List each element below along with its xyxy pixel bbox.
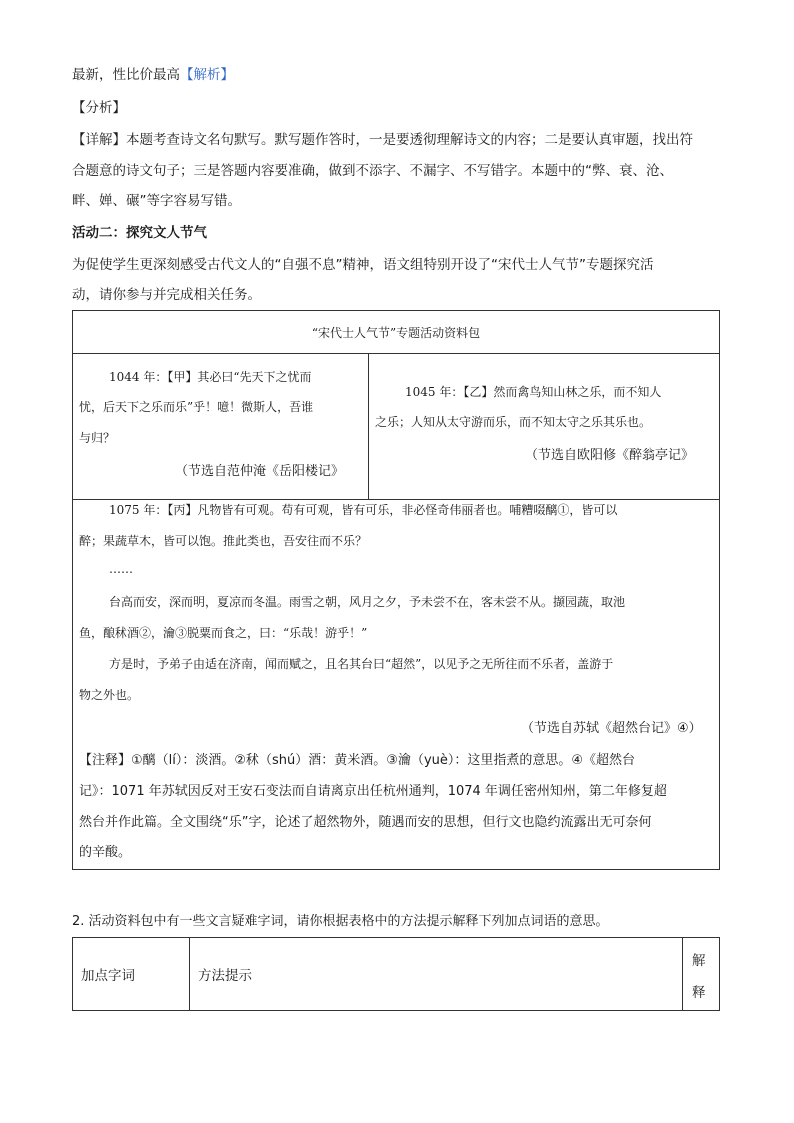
intro-line-1: 为促使学生更深刻感受古代文人的“自强不息”精神，语文组特别开设了“宋代士人气节”专题探究活 <box>72 257 654 273</box>
table-header-method: 方法提示 <box>190 938 683 1010</box>
bing-line-5: 方是时，予弟子由适在济南，闻而赋之，且名其台曰“超然”，以见予之无所往而不乐者，盖游于 <box>109 657 614 671</box>
yi-line-2: 之乐；人知从太守游而乐，而不知太守之乐其乐也。 <box>375 415 652 429</box>
jia-line-2: 忧，后天下之乐而乐”乎！噫！微斯人，吾谁 <box>79 400 314 414</box>
bing-line-6: 物之外也。 <box>79 688 140 702</box>
detail-line-1 <box>72 130 693 150</box>
table-header-word: 加点字词 <box>73 938 190 1010</box>
header-text: 最新，性比价最高 <box>72 67 180 83</box>
bing-line-1: 1075 年：【丙】凡物皆有可观。苟有可观，皆有可乐，非必怪奇伟丽者也。哺糟啜醨①，皆可以 <box>109 503 618 517</box>
detail-line-3: 畔、婵、碾”等字容易写错。 <box>72 193 241 209</box>
table-header-explain: 解 释 <box>692 953 706 1001</box>
detail-text-1: 本题考查诗文名句默写。默写题作答时，一是要透彻理解诗文的内容；二是要认真审题，找出符 <box>126 132 693 148</box>
material-pack-title: “宋代士人气节”专题活动资料包 <box>73 311 719 354</box>
notes-line-4: 的辛酸。 <box>79 845 132 860</box>
analysis-link[interactable]: 【解析】 <box>180 67 234 83</box>
bing-ellipsis: …… <box>109 562 133 576</box>
yi-line-1: 1045 年：【乙】然而禽鸟知山林之乐，而不知人 <box>405 385 662 399</box>
jia-line-3: 与归？ <box>79 431 116 445</box>
bing-line-3: 台高而安，深而明，夏凉而冬温。雨雪之朝，风月之夕，予未尝不在，客未尝不从。撷园蔬，取池 <box>109 595 626 609</box>
jia-line-1: 1044 年：【甲】其必曰“先天下之忧而 <box>109 370 312 384</box>
intro-line-2: 动，请你参与并完成相关任务。 <box>72 287 261 303</box>
question-table <box>72 937 720 1011</box>
notes-line-3: 然台并作此篇。全文围绕“乐”字，论述了超然物外，随遇而安的思想，但行文也隐约流露出无可奈何 <box>79 815 652 830</box>
material-pack-box <box>72 310 720 870</box>
answer-header-line <box>72 65 234 85</box>
question-text: 2. 活动资料包中有一些文言疑难字词，请你根据表格中的方法提示解释下列加点词语的意思。 <box>72 914 609 929</box>
jia-source: （节选自范仲淹《岳阳楼记》 <box>175 464 345 479</box>
detail-label: 【详解】 <box>72 132 126 148</box>
excerpt-jia-cell <box>73 353 369 500</box>
notes-line-2: 记》：1071 年苏轼因反对王安石变法而自请离京出任杭州通判，1074 年调任密州知州，第二年修复超 <box>79 784 667 799</box>
bing-source: （节选自苏轼《超然台记》④） <box>521 721 702 736</box>
analysis-label: 【分析】 <box>72 100 126 116</box>
bing-line-2: 醉；果蔬草木，皆可以饱。推此类也，吾安往而不乐？ <box>79 534 368 548</box>
yi-source: （节选自欧阳修《醉翁亭记》 <box>525 448 695 463</box>
activity-heading: 活动二：探究文人节气 <box>72 225 207 241</box>
excerpt-yi-cell <box>369 353 719 500</box>
detail-line-2: 合题意的诗文句子；三是答题内容要准确，做到不添字、不漏字、不写错字。本题中的“弊、衰、沧、 <box>72 163 673 179</box>
bing-line-4: 鱼，酿秫酒②，瀹③脱粟而食之，曰：“乐哉！游乎！” <box>79 626 368 640</box>
notes-line-1: 【注释】①醨（lí）：淡酒。②秫（shú）酒：黄米酒。③瀹（yuè）：这里指煮的意思。④《超然台 <box>79 753 636 768</box>
